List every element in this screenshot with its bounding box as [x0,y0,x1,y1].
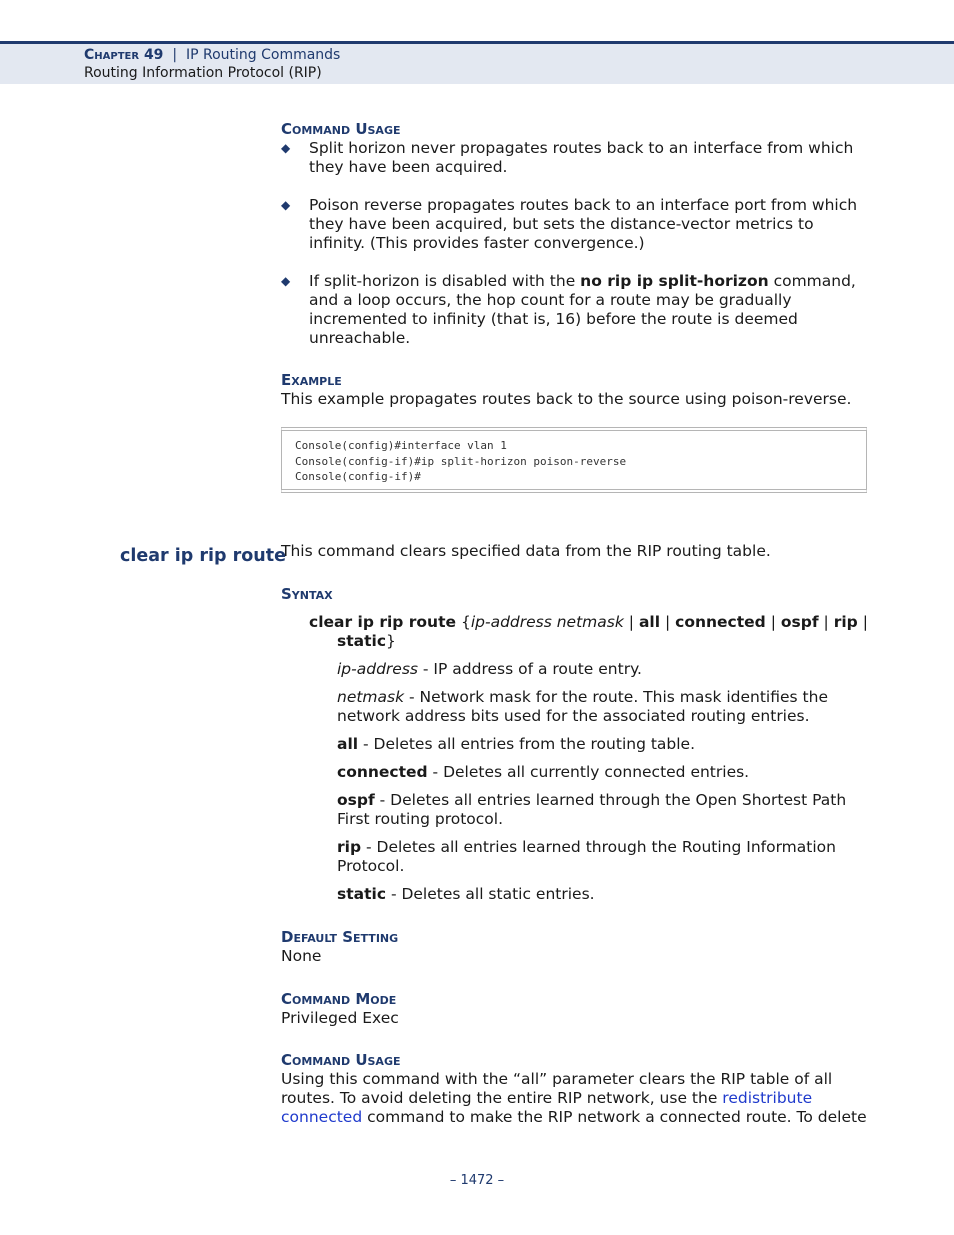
syntax-line [281,613,871,651]
syntax-separator: | [862,613,868,631]
bullet-text: Poison reverse propagates routes back to an interface port from which they have been acquired, but sets the distance-vector metrics to infinity. (This provides faster convergence.) [309,196,858,252]
param-item [281,660,871,679]
code-line: Console(config-if)#ip split-horizon poison-reverse [295,454,627,468]
param-desc: - Deletes all entries learned through the Open Shortest Path First routing protocol. [337,791,847,828]
code-line: Console(config)#interface vlan 1 [295,439,507,452]
page-number: – 1472 – [449,1173,505,1188]
header-separator: | [172,47,178,63]
param-item [281,885,871,904]
bullet-text-pre: If split-horizon is disabled with the [309,272,581,290]
chapter-line [84,47,340,63]
param-item [281,838,871,876]
brace-open: { [460,613,471,631]
param-desc: - Deletes all currently connected entries. [427,763,750,781]
chapter-title: IP Routing Commands [185,47,341,63]
bullet-item [281,272,871,348]
syntax-heading: Syntax [281,585,333,603]
param-name: connected [337,763,428,781]
default-setting-heading: Default Setting [281,928,399,946]
example-heading: Example [281,371,342,389]
diamond-bullet-icon: ◆ [281,274,291,288]
redistribute-connected-link[interactable]: redistribute connected [281,1089,813,1126]
diamond-bullet-icon: ◆ [281,141,291,155]
syntax-command: clear ip rip route [309,613,457,631]
param-item [281,791,871,829]
syntax-opt-static: static [337,632,387,650]
param-name: static [337,885,387,903]
usage-text-post: command to make the RIP network a connected route. To delete [362,1108,867,1126]
param-desc: - Deletes all entries from the routing table. [358,735,696,753]
bullet-text: Split horizon never propagates routes back to an interface from which they have been acquired. [309,139,854,176]
param-name: ip-address [337,660,418,678]
main-content [281,120,871,1127]
param-name: netmask [337,688,405,706]
brace-close: } [386,632,396,650]
syntax-separator: | [664,613,671,631]
example-text: This example propagates routes back to the source using poison-reverse. [281,390,852,408]
command-title: clear ip rip route [120,546,286,566]
diamond-bullet-icon: ◆ [281,198,291,212]
default-setting-value: None [281,947,322,965]
chapter-label: Chapter 49 [84,47,164,63]
command-ref: no rip ip split-horizon [580,272,769,290]
section-title: Routing Information Protocol (RIP) [84,65,322,81]
command-mode-value: Privileged Exec [281,1009,399,1027]
usage-text-pre: Using this command with the “all” parameter clears the RIP table of all routes. To avoid deleting the entire RIP network, use the [281,1070,833,1107]
syntax-opt-rip: rip [833,613,858,631]
syntax-arg: ip-address netmask [470,613,624,631]
bullet-item [281,139,871,177]
param-name: all [337,735,359,753]
syntax-separator: | [770,613,776,631]
usage-paragraph [281,1070,871,1127]
param-desc: - Deletes all entries learned through the Routing Information Protocol. [337,838,836,875]
command-usage-heading: Command Usage [281,120,401,138]
code-example [281,427,867,493]
syntax-opt-ospf: ospf [780,613,819,631]
param-item [281,688,871,726]
param-name: ospf [337,791,375,809]
param-desc: - Deletes all static entries. [386,885,595,903]
param-item [281,763,871,782]
syntax-separator: | [628,613,634,631]
param-desc: - Network mask for the route. This mask identifies the network address bits used for the associated routing entries. [337,688,828,725]
syntax-separator: | [823,613,829,631]
syntax-opt-all: all [638,613,661,631]
param-desc: - IP address of a route entry. [417,660,642,678]
syntax-opt-connected: connected [675,613,766,631]
command-usage-heading-2: Command Usage [281,1051,401,1069]
param-item [281,735,871,754]
code-line: Console(config-if)# [295,470,421,483]
command-mode-heading: Command Mode [281,990,397,1008]
bullet-text-post: command, and a loop occurs, the hop count for a route may be gradually incremented to infinity (that is, 16) before the route is deemed unreachable. [309,272,856,347]
command-description: This command clears specified data from the RIP routing table. [281,542,771,560]
page-header [0,41,954,84]
param-name: rip [337,838,362,856]
bullet-item [281,196,871,253]
